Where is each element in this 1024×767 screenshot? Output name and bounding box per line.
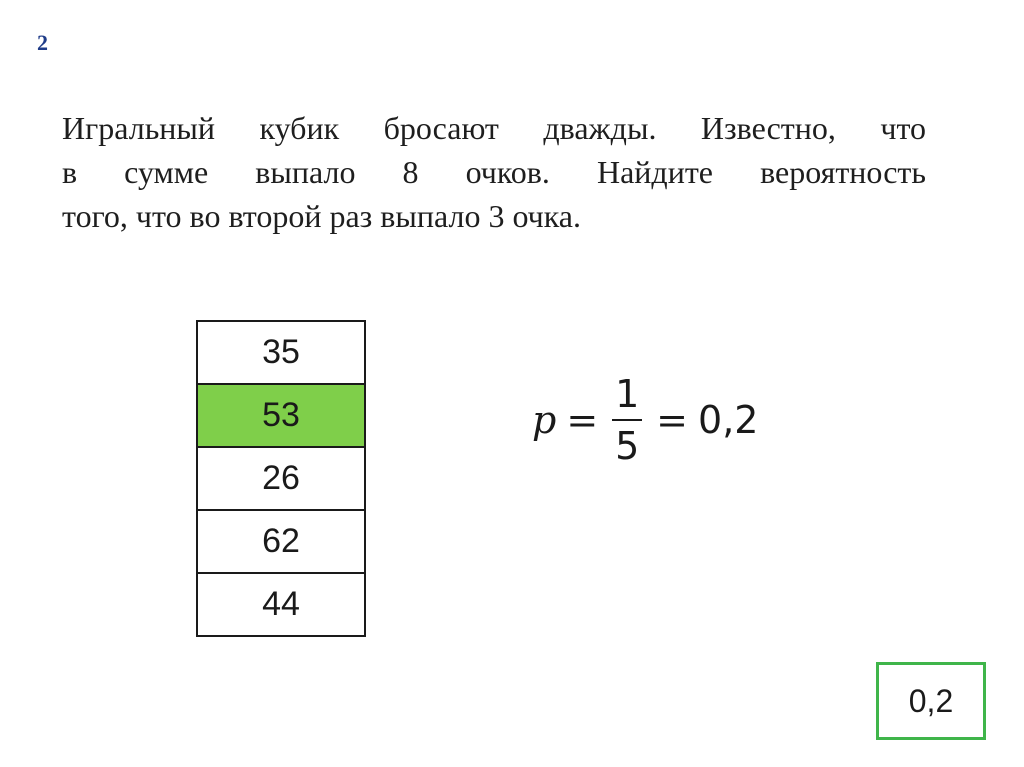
outcome-cell-favorable: 53 <box>197 384 365 447</box>
problem-line-3: того, что во второй раз выпало 3 очка. <box>62 198 581 234</box>
problem-line-1: Игральный кубик бросают дважды. Известно, что <box>62 110 926 146</box>
table-row <box>197 447 365 510</box>
formula-result: 0,2 <box>698 398 759 442</box>
table-row <box>197 384 365 447</box>
problem-text <box>62 106 926 238</box>
outcome-cell: 44 <box>197 573 365 636</box>
fraction-numerator: 1 <box>615 372 640 416</box>
outcomes-table <box>196 320 366 637</box>
outcome-cell: 26 <box>197 447 365 510</box>
formula-variable: p <box>532 398 557 442</box>
table-row <box>197 321 365 384</box>
formula-equals: = <box>566 398 599 442</box>
fraction-denominator: 5 <box>615 424 640 468</box>
outcome-cell: 35 <box>197 321 365 384</box>
problem-line-2: в сумме выпало 8 очков. Найдите вероятность <box>62 154 926 190</box>
formula-equals-2: = <box>656 398 689 442</box>
formula-fraction <box>612 369 642 471</box>
table-row <box>197 573 365 636</box>
table-row <box>197 510 365 573</box>
answer-box: 0,2 <box>876 662 986 740</box>
slide-number: 2 <box>37 30 48 55</box>
outcome-cell: 62 <box>197 510 365 573</box>
probability-formula <box>532 360 758 480</box>
